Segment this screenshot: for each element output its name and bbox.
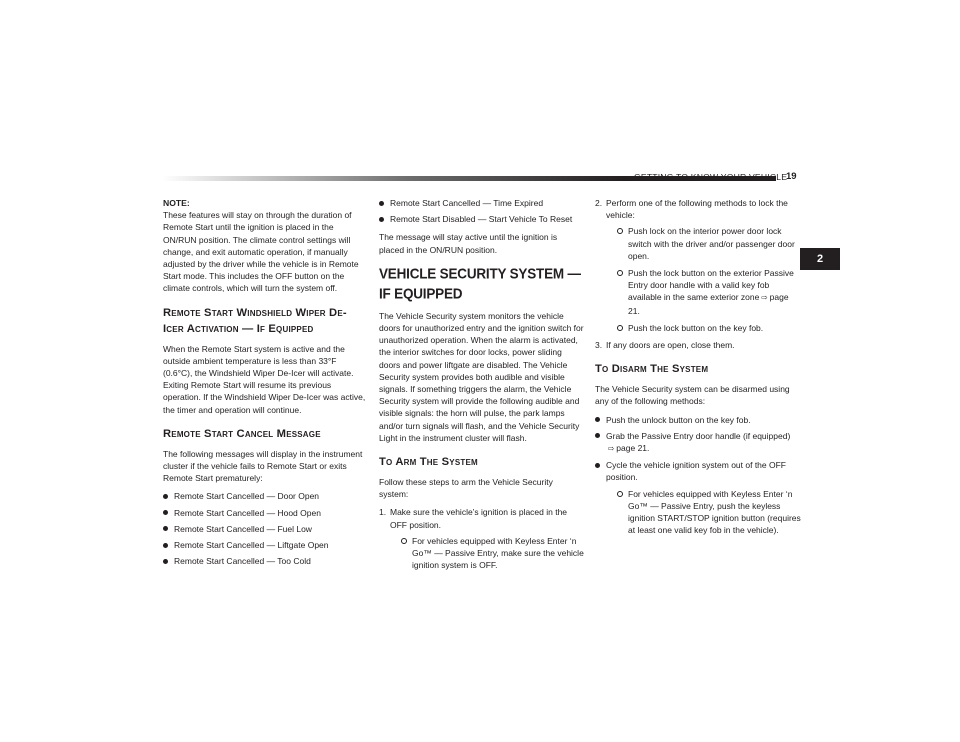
page-number: 19	[786, 171, 797, 182]
arm-steps	[379, 506, 584, 571]
list-item: Remote Start Cancelled — Fuel Low	[163, 523, 367, 535]
page-reference-link[interactable]: page 21.	[616, 443, 650, 454]
column-2	[379, 197, 584, 576]
arm-intro: Follow these steps to arm the Vehicle Security system:	[379, 477, 553, 500]
page-reference-link[interactable]: page 21.	[628, 292, 789, 316]
cancel-message-list	[163, 490, 367, 567]
chapter-tab[interactable]: 2	[800, 248, 840, 270]
ring-bullet-icon	[617, 270, 623, 276]
disarm-methods-list	[595, 414, 801, 537]
list-item: Remote Start Disabled — Start Vehicle To Reset	[379, 213, 584, 225]
security-text: The Vehicle Security system monitors the vehicle doors for unauthorized entry and the ignition switch for unauthorized operation. When the alarm is activated, the interior switches for door locks, power sliding doors and power liftgate are disabled. The Vehicle Security system provides both audible and visible signals. If something triggers the alarm, the Vehicle Security system will provide the following audible and visible signals: the horn will pulse, the park lamps and/or turn signals will flash, and the Vehicle Security Light in the instrument cluster will flash.	[379, 310, 584, 443]
heading-wiper-deicer: Remote Start Windshield Wiper De-Icer Activation — If Equipped	[163, 306, 347, 335]
list-item: Remote Start Cancelled — Liftgate Open	[163, 539, 367, 551]
list-item: Cycle the vehicle ignition system out of the OFF position. For vehicles equipped with Keyless Enter ‘n Go™ — Passive Entry, push the keyless ignition START/STOP ignition button (requires at least one valid key fob in the vehicle).	[595, 459, 801, 536]
bullet-icon	[163, 543, 168, 548]
bullet-icon	[595, 433, 600, 438]
running-header-title: GETTING TO KNOW YOUR VEHICLE	[634, 172, 788, 182]
sub-item: For vehicles equipped with Keyless Enter ‘n Go™ — Passive Entry, make sure the vehicle ignition system is OFF.	[401, 535, 584, 572]
bullet-icon	[595, 417, 600, 422]
ring-bullet-icon	[617, 491, 623, 497]
bullet-icon	[163, 510, 168, 515]
heading-cancel-message: Remote Start Cancel Message	[163, 427, 321, 440]
note-text: These features will stay on through the duration of Remote Start until the ignition is placed in the ON/RUN position. The climate control settings will change, and exit automatic operation, if manually adjusted by the driver while the vehicle is in Remote Start mode. This includes the OFF button on the climate controls, which will turn the system off.	[163, 210, 359, 294]
cancel-message-list-continued	[379, 197, 584, 225]
bullet-icon	[379, 217, 384, 222]
bullet-icon	[163, 494, 168, 499]
list-item: Remote Start Cancelled — Too Cold	[163, 555, 367, 567]
step-item: 2. Perform one of the following methods to lock the vehicle: Push lock on the interior power door lock switch with the driver and/or passenger door open. Push the lock button on the exterior Passive Entry door handle with a valid key fob available in the same exterior zone ⇨ page 21. Push the lock button on the key fob.	[595, 197, 801, 334]
page-reference-arrow-icon: ⇨	[608, 444, 615, 454]
sub-list	[390, 535, 584, 572]
bullet-icon	[163, 526, 168, 531]
bullet-icon	[379, 201, 384, 206]
disarm-intro: The Vehicle Security system can be disarmed using any of the following methods:	[595, 384, 790, 407]
bullet-icon	[163, 559, 168, 564]
list-item: Push the unlock button on the key fob.	[595, 414, 801, 426]
list-item: Remote Start Cancelled — Time Expired	[379, 197, 584, 209]
heading-arm-system: To Arm The System	[379, 456, 478, 469]
bullet-icon	[595, 463, 600, 468]
page-reference-arrow-icon: ⇨	[761, 293, 768, 303]
note-label: NOTE:	[163, 198, 190, 208]
list-item: Remote Start Cancelled — Door Open	[163, 490, 367, 502]
sub-item: Push lock on the interior power door lock switch with the driver and/or passenger door open.	[617, 225, 801, 262]
step-item: 1. Make sure the vehicle’s ignition is placed in the OFF position. For vehicles equipped with Keyless Enter ‘n Go™ — Passive Entry, make sure the vehicle ignition system is OFF.	[379, 507, 584, 571]
step-item: 3. If any doors are open, close them.	[595, 340, 735, 351]
ring-bullet-icon	[617, 228, 623, 234]
ring-bullet-icon	[617, 325, 623, 331]
heading-disarm-system: To Disarm The System	[595, 363, 709, 376]
sub-item: Push the lock button on the key fob.	[617, 322, 801, 334]
wiper-deicer-text: When the Remote Start system is active and the outside ambient temperature is less than 33°F (0.6°C), the Windshield Wiper De-Icer will activate. Exiting Remote Start will resume its previous operation. If the Windshield Wiper De-Icer was active, the timer and operation will continue.	[163, 343, 366, 415]
list-item: Grab the Passive Entry door handle (if equipped) ⇨ page 21.	[595, 430, 801, 455]
message-stay-text: The message will stay active until the ignition is placed in the ON/RUN position.	[379, 232, 558, 255]
ring-bullet-icon	[401, 538, 407, 544]
list-item: Remote Start Cancelled — Hood Open	[163, 507, 367, 519]
sub-item: For vehicles equipped with Keyless Enter ‘n Go™ — Passive Entry, push the keyless ignition START/STOP ignition button (requires at least one valid key fob in the vehicle).	[617, 488, 801, 537]
sub-list	[606, 225, 801, 334]
sub-list	[606, 488, 801, 537]
sub-item: Push the lock button on the exterior Passive Entry door handle with a valid key fob available in the same exterior zone ⇨ page 21.	[617, 267, 801, 317]
cancel-intro: The following messages will display in the instrument cluster if the vehicle fails to Remote Start or exits Remote Start prematurely:	[163, 448, 363, 484]
column-1	[163, 197, 367, 573]
heading-vehicle-security: VEHICLE SECURITY SYSTEM — IF EQUIPPED	[379, 264, 581, 302]
column-3	[595, 197, 801, 542]
arm-steps-continued	[595, 197, 801, 351]
